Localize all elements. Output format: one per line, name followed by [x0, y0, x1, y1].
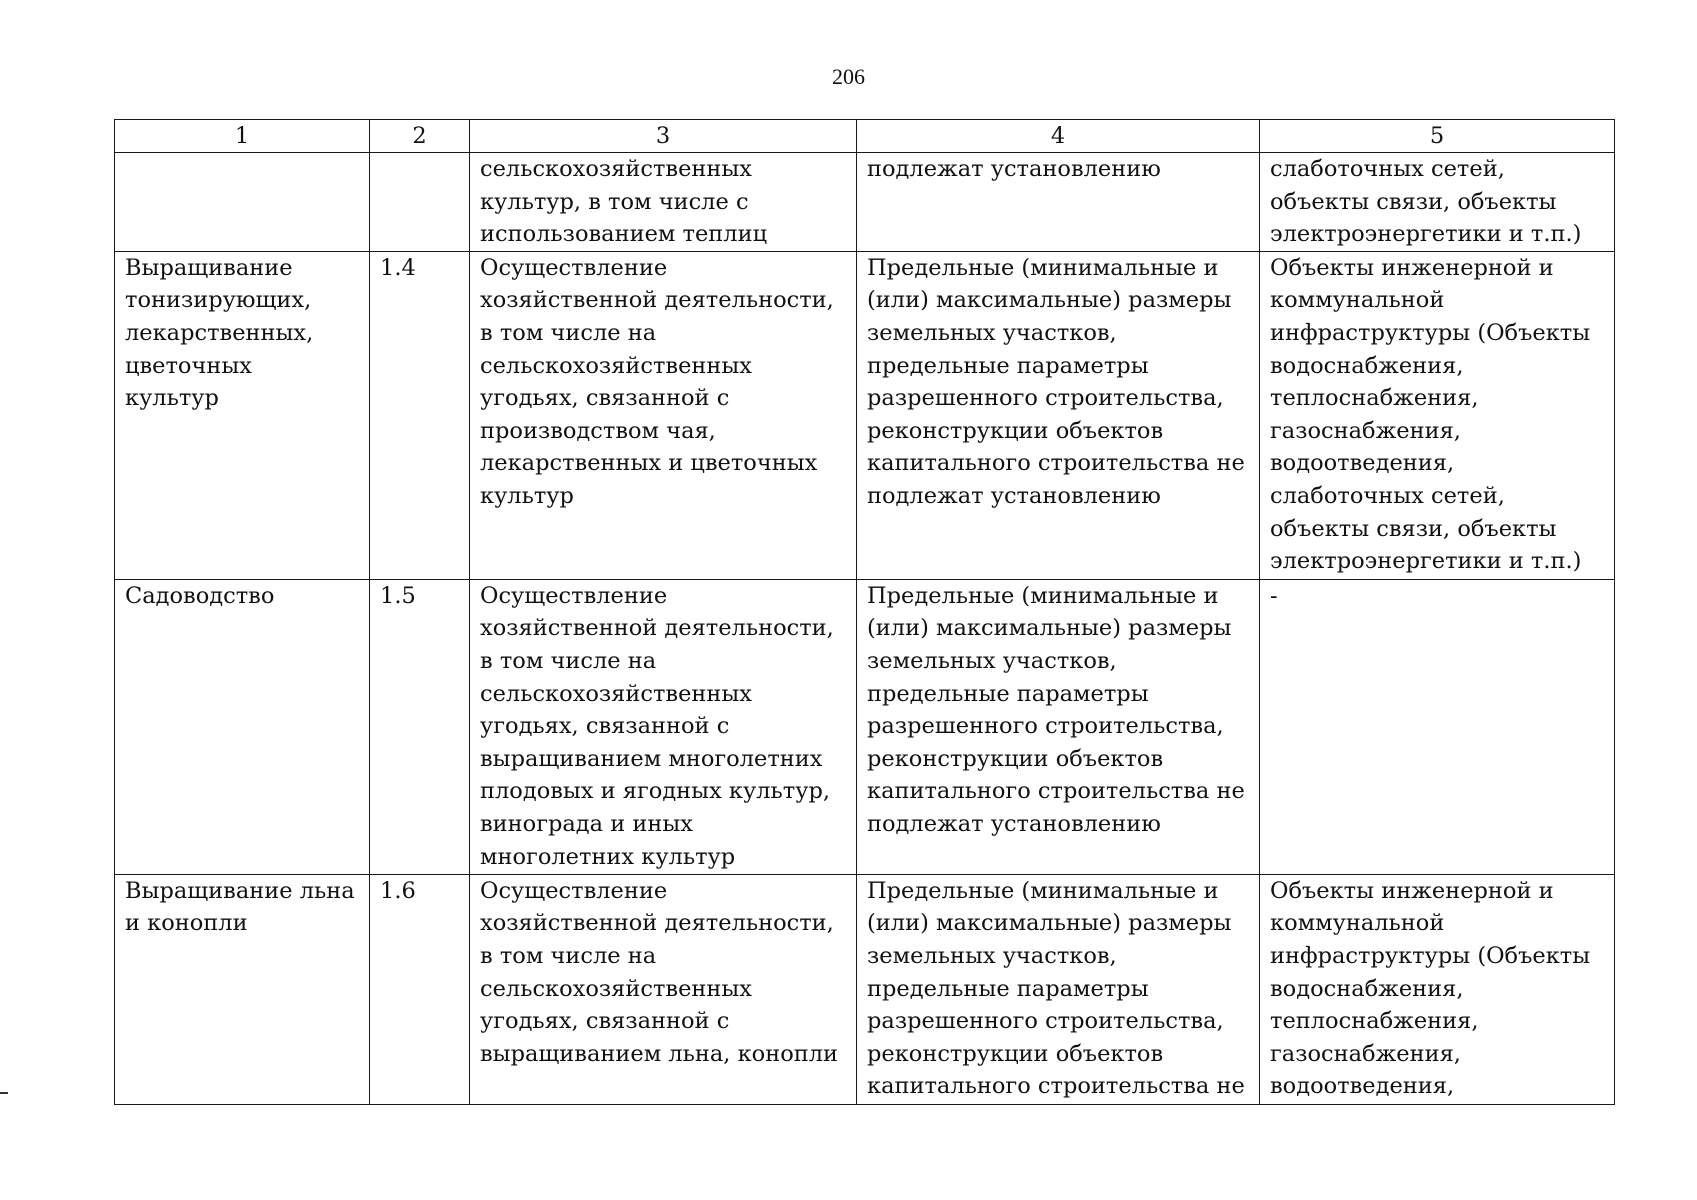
column-header-3: 3 [470, 120, 857, 153]
cell-description: сельскохозяйственных культур, в том числе с использованием теплиц [470, 153, 857, 252]
page-number: 206 [832, 64, 865, 89]
cell-objects: слаботочных сетей, объекты связи, объекты электроэнергетики и т.п.) [1260, 153, 1615, 252]
cell-code [370, 153, 470, 252]
cell-objects: Объекты инженерной и коммунальной инфраструктуры (Объекты водоснабжения, теплоснабжения, газоснабжения, водоотведения, слаботочных сетей, объекты связи, объекты электроэнергетики и т.п.) [1260, 251, 1615, 579]
table-row [115, 874, 1615, 1104]
cell-description: Осуществление хозяйственной деятельности, в том числе на сельскохозяйственных угодьях, связанной с выращиванием многолетних плодовых и ягодных культур, винограда и иных многолетних культур [470, 579, 857, 874]
cell-code: 1.4 [370, 251, 470, 579]
cell-parameters: Предельные (минимальные и (или) максимальные) размеры земельных участков, предельные параметры разрешенного строительства, реконструкции объектов капитального строительства не [857, 874, 1260, 1104]
cell-objects: - [1260, 579, 1615, 874]
cell-parameters: Предельные (минимальные и (или) максимальные) размеры земельных участков, предельные параметры разрешенного строительства, реконструкции объектов капитального строительства не подлежат установлению [857, 251, 1260, 579]
table-row [115, 153, 1615, 252]
cell-name: Выращивание льна и конопли [115, 874, 370, 1104]
margin-mark [0, 1092, 8, 1094]
cell-parameters: подлежат установлению [857, 153, 1260, 252]
cell-name [115, 153, 370, 252]
table-header-row [115, 120, 1615, 153]
cell-parameters: Предельные (минимальные и (или) максимальные) размеры земельных участков, предельные параметры разрешенного строительства, реконструкции объектов капитального строительства не подлежат установлению [857, 579, 1260, 874]
column-header-2: 2 [370, 120, 470, 153]
column-header-1: 1 [115, 120, 370, 153]
cell-name: Садоводство [115, 579, 370, 874]
column-header-5: 5 [1260, 120, 1615, 153]
column-header-4: 4 [857, 120, 1260, 153]
table-row [115, 251, 1615, 579]
cell-name: Выращивание тонизирующих, лекарственных, цветочных культур [115, 251, 370, 579]
cell-description: Осуществление хозяйственной деятельности, в том числе на сельскохозяйственных угодьях, связанной с производством чая, лекарственных и цветочных культур [470, 251, 857, 579]
cell-code: 1.5 [370, 579, 470, 874]
cell-description: Осуществление хозяйственной деятельности, в том числе на сельскохозяйственных угодьях, связанной с выращиванием льна, конопли [470, 874, 857, 1104]
table-row [115, 579, 1615, 874]
cell-objects: Объекты инженерной и коммунальной инфраструктуры (Объекты водоснабжения, теплоснабжения, газоснабжения, водоотведения, [1260, 874, 1615, 1104]
land-use-table [114, 119, 1615, 1105]
cell-code: 1.6 [370, 874, 470, 1104]
